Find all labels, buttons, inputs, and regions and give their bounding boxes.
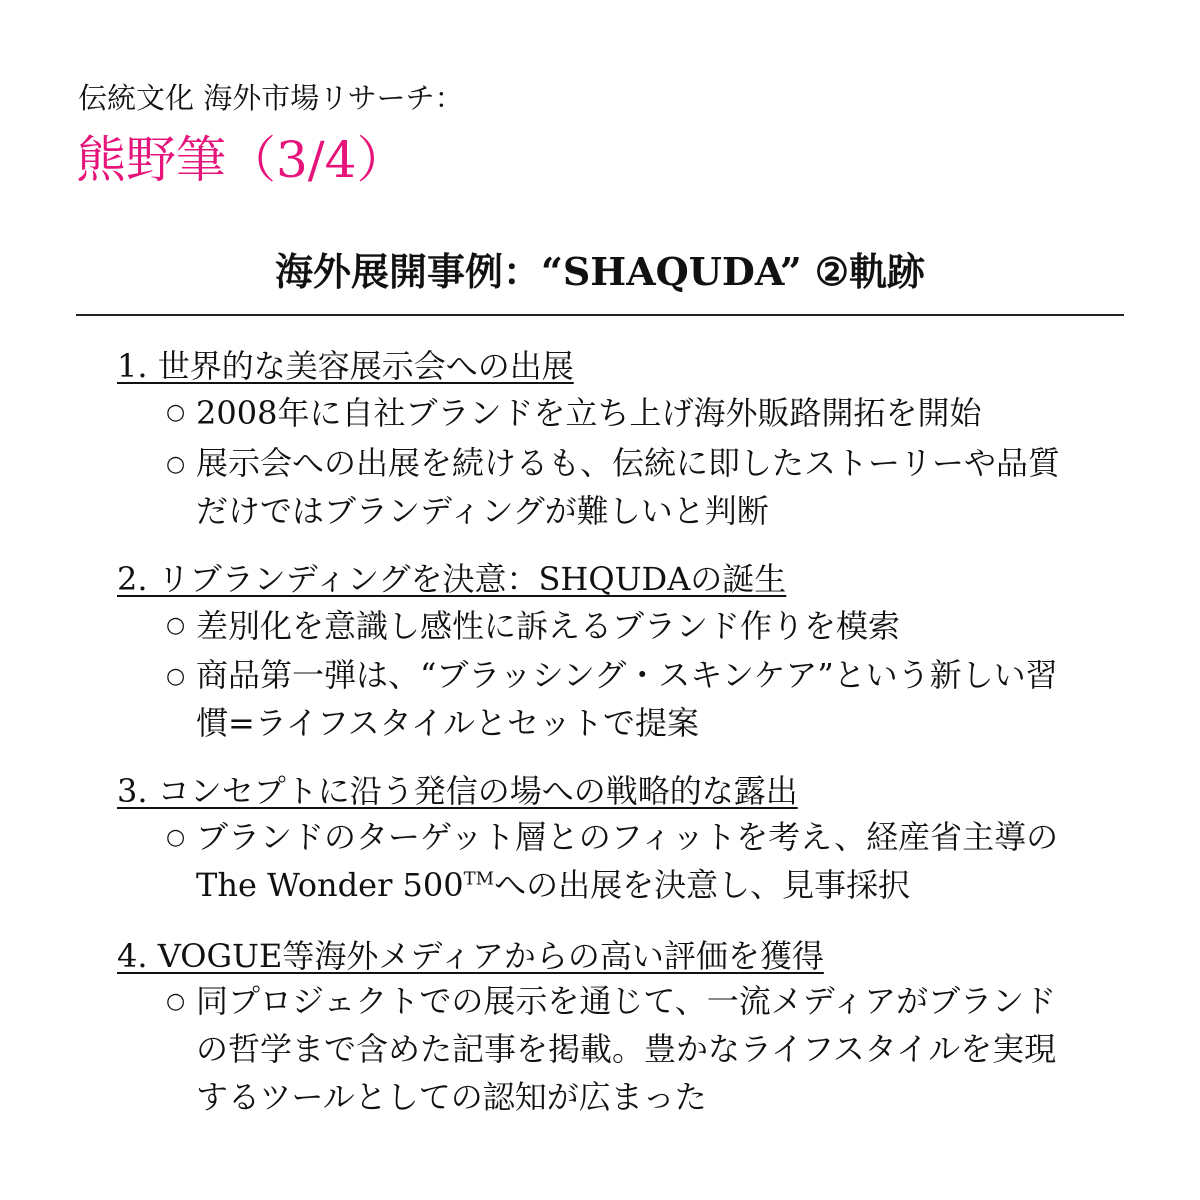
bullet-circle-icon: ○ [166,452,186,477]
bullet-circle-icon: ○ [166,989,186,1014]
bullet-text: 商品第一弾は、“ブラッシング・スキンケア”という新しい習 慣=ライフスタイルとセットで提案 [196,656,1058,742]
bullet-text: ブランドのターゲット層とのフィットを考え、経産省主導の The Wonder 500™への出展を決意し、見事採択 [196,818,1059,904]
item-heading-3: 3. コンセプトに沿う発信の場への戦略的な露出 [117,772,798,810]
bullet-text: 差別化を意識し感性に訴えるブランド作りを模索 [196,607,901,645]
bullet-circle-icon: ○ [166,664,186,689]
bullet-text: 同プロジェクトでの展示を通じて、一流メディアがブランド の哲学まで含めた記事を掲載。豊かなライフスタイルを実現 するツールとしての認知が広まった [196,982,1057,1116]
item-heading-2: 2. リブランディングを決意：SHQUDAの誕生 [117,560,787,598]
item-heading-4: 4. VOGUE等海外メディアからの高い評価を獲得 [117,937,824,975]
bullet-text: 2008年に自社ブランドを立ち上げ海外販路開拓を開始 [196,394,982,432]
bullet-circle-icon: ○ [166,400,186,425]
bullet-text: 展示会への出展を続けるも、伝統に即したストーリーや品質 だけではブランディングが難しいと判断 [196,444,1061,530]
bullet-circle-icon: ○ [166,613,186,638]
page-title: 熊野筆（3/4） [76,131,407,189]
heading-divider [76,314,1124,316]
section-heading: 海外展開事例：“SHAQUDA” ②軌跡 [274,249,925,294]
item-heading-1: 1. 世界的な美容展示会への出展 [117,347,574,385]
supertitle: 伝統文化 海外市場リサーチ： [78,81,464,115]
bullet-circle-icon: ○ [166,825,186,850]
